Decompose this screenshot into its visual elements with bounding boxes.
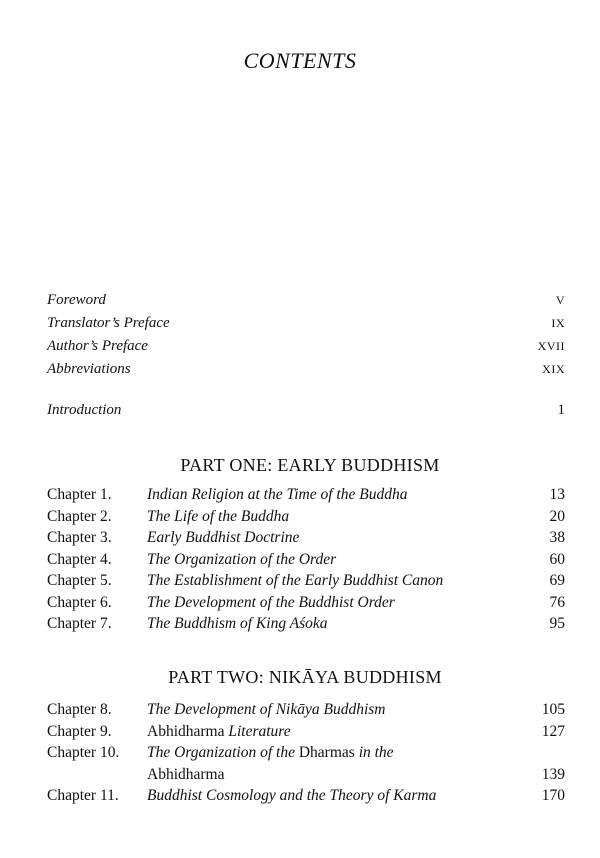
front-matter-list [47, 292, 565, 384]
toc-entry-chapter-10-continued[interactable] [47, 766, 565, 788]
chapter-title-italic: The Organization of the [147, 744, 299, 761]
chapter-page: 20 [549, 507, 565, 525]
toc-entry-label: Foreword [47, 292, 106, 308]
toc-entry-page: V [555, 293, 565, 307]
toc-entry-label: Author’s Preface [47, 338, 148, 354]
toc-entry-chapter-6[interactable] [47, 594, 565, 616]
toc-entry-chapter-11[interactable] [47, 787, 565, 809]
chapter-title: Early Buddhist Doctrine [147, 529, 300, 546]
toc-entry-chapter-7[interactable] [47, 615, 565, 637]
toc-entry-page: IX [551, 316, 565, 330]
chapter-title: Buddhist Cosmology and the Theory of Karma [147, 787, 437, 804]
toc-entry-abbreviations[interactable] [47, 361, 565, 384]
chapter-number: Chapter 10. [47, 744, 120, 761]
chapter-page: 13 [549, 486, 565, 503]
chapter-number: Chapter 9. [47, 722, 112, 740]
toc-entry-chapter-4[interactable] [47, 551, 565, 573]
toc-entry-chapter-1[interactable] [47, 486, 565, 508]
chapter-title-italic-end: in the [354, 744, 394, 761]
chapter-page: 69 [549, 572, 565, 589]
chapter-title: The Life of the Buddha [147, 507, 290, 525]
part-two-heading: PART TWO: NIKĀYA BUDDHISM [168, 667, 442, 687]
chapter-title-continued: Abhidharma [147, 765, 225, 783]
chapter-page: 60 [549, 550, 565, 568]
chapter-number: Chapter 3. [47, 529, 112, 546]
toc-entry-page: XIX [542, 362, 565, 376]
toc-entry-foreword[interactable] [47, 292, 565, 315]
chapter-page: 139 [541, 765, 565, 783]
part-one-heading: PART ONE: EARLY BUDDHISM [180, 455, 440, 475]
chapter-title [147, 744, 565, 762]
chapter-number: Chapter 7. [47, 615, 112, 632]
chapter-number: Chapter 1. [47, 486, 112, 503]
toc-entry-chapter-8[interactable] [47, 701, 565, 723]
toc-entry-chapter-2[interactable] [47, 508, 565, 530]
chapter-page: 105 [541, 701, 565, 718]
chapter-title [147, 723, 542, 741]
chapter-number: Chapter 11. [47, 787, 119, 804]
chapter-title: The Development of Nikāya Buddhism [147, 701, 386, 718]
chapter-page: 170 [541, 787, 565, 804]
toc-entry-label: Introduction [47, 402, 122, 418]
toc-entry-page: XVII [537, 339, 565, 353]
chapter-title: The Establishment of the Early Buddhist Canon [147, 572, 444, 589]
toc-entry-translators-preface[interactable] [47, 315, 565, 338]
toc-entry-label: Abbreviations [47, 361, 131, 377]
chapter-page: 76 [549, 593, 565, 611]
chapter-title-italic: Literature [224, 722, 291, 740]
toc-entry-authors-preface[interactable] [47, 338, 565, 361]
toc-entry-introduction[interactable] [47, 402, 565, 419]
chapter-title: The Organization of the Order [147, 550, 337, 568]
chapter-number: Chapter 2. [47, 507, 112, 525]
chapter-number: Chapter 6. [47, 593, 112, 611]
page-title: CONTENTS [243, 48, 357, 73]
chapter-number: Chapter 8. [47, 701, 112, 718]
chapter-title: Indian Religion at the Time of the Buddha [147, 486, 408, 503]
chapter-title: The Buddhism of King Aśoka [147, 615, 328, 632]
toc-entry-label: Translator’s Preface [47, 315, 170, 331]
chapter-number: Chapter 5. [47, 572, 112, 589]
chapter-title: The Development of the Buddhist Order [147, 593, 395, 611]
chapter-number: Chapter 4. [47, 550, 112, 568]
toc-entry-page: 1 [557, 402, 565, 418]
chapter-page: 38 [549, 529, 565, 546]
chapter-title-roman: Abhidharma [147, 722, 225, 740]
chapter-page: 95 [549, 615, 565, 632]
toc-entry-chapter-9[interactable] [47, 723, 565, 745]
toc-entry-chapter-3[interactable] [47, 529, 565, 551]
toc-entry-chapter-10[interactable] [47, 744, 565, 766]
chapter-title-roman: Dharmas [298, 744, 355, 761]
part-two-chapter-list [47, 701, 565, 809]
part-one-chapter-list [47, 486, 565, 637]
toc-entry-chapter-5[interactable] [47, 572, 565, 594]
chapter-page: 127 [541, 722, 565, 740]
